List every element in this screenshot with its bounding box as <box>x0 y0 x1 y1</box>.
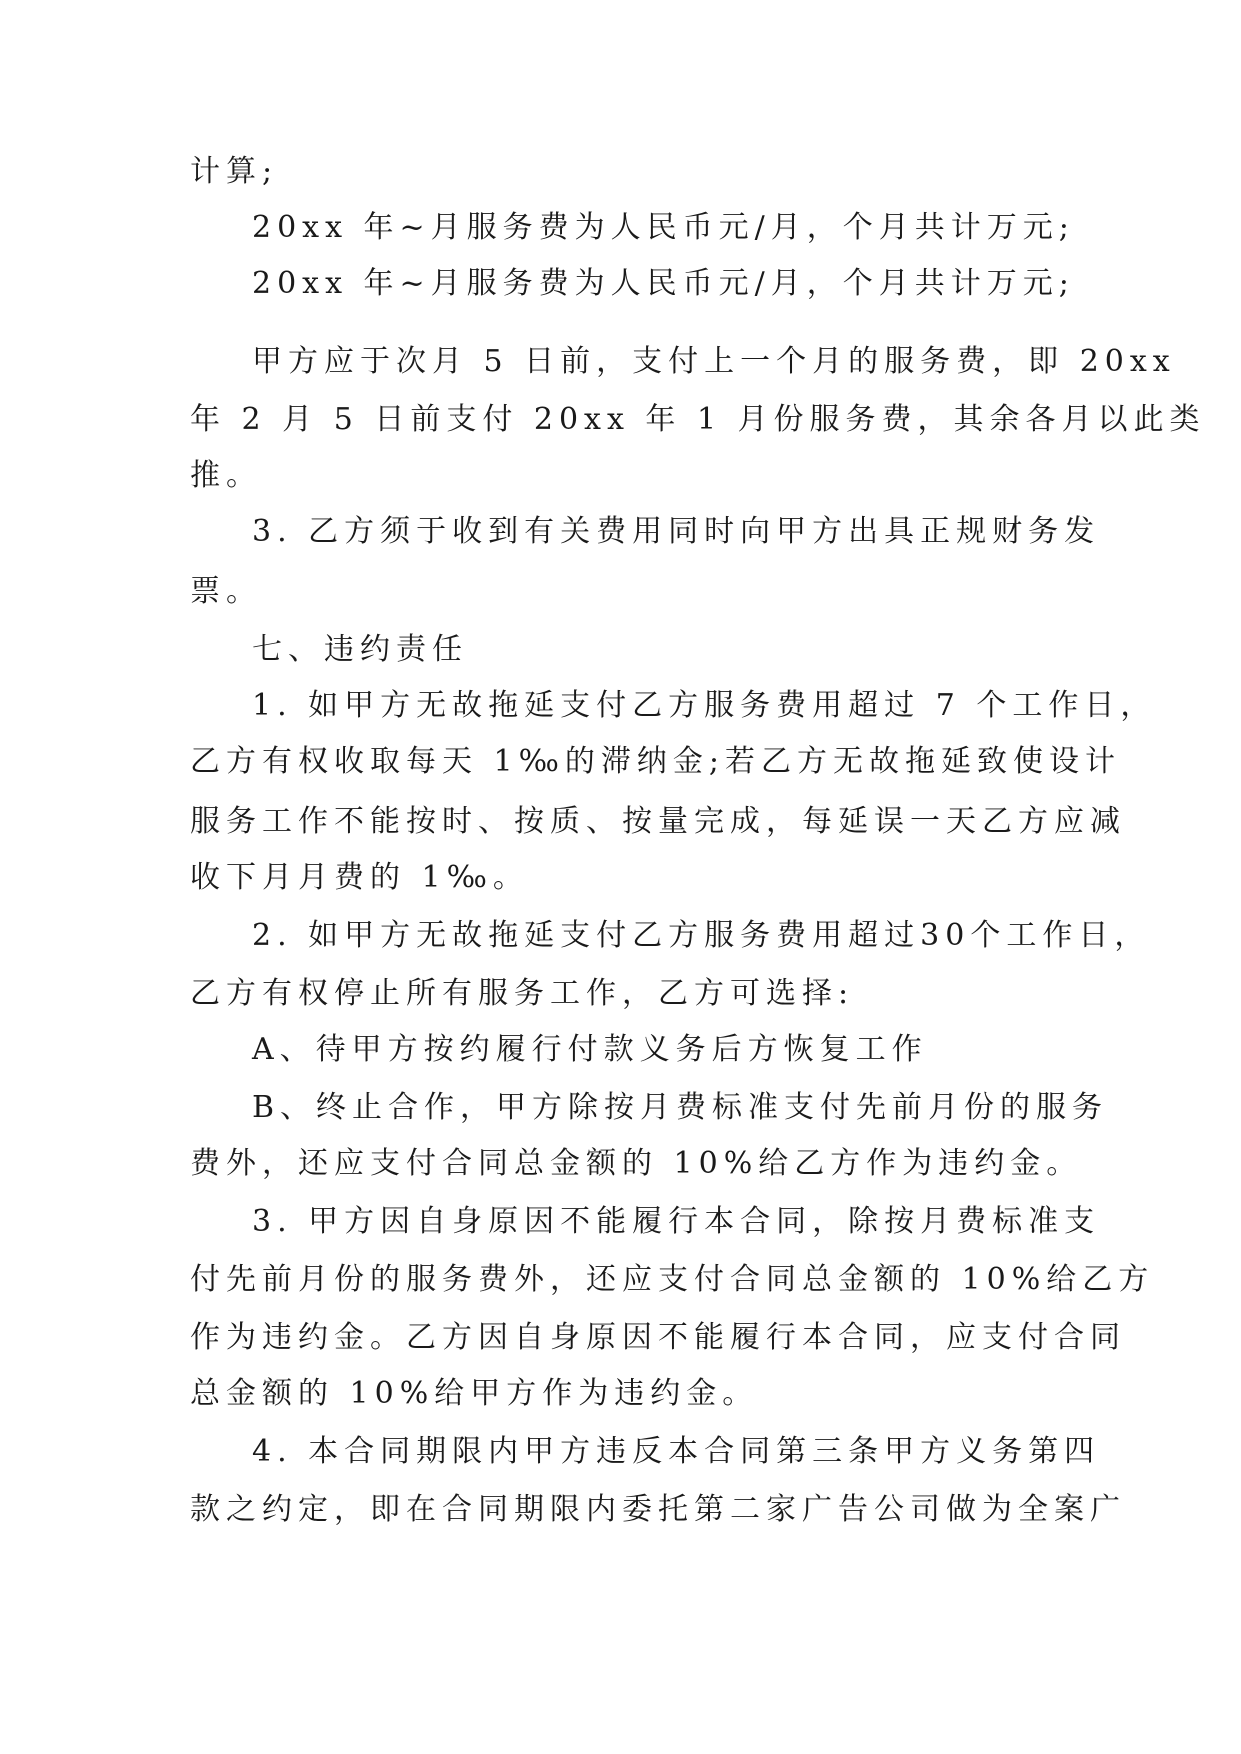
text-line: B、终止合作，甲方除按月费标准支付先前月份的服务 <box>252 1090 1109 1125</box>
text-line: 甲方应于次月 5 日前，支付上一个月的服务费，即 20xx <box>252 344 1176 379</box>
text-line: 票。 <box>190 574 262 609</box>
text-line: 付先前月份的服务费外，还应支付合同总金额的 10%给乙方 <box>190 1262 1155 1297</box>
text-line: 2. 如甲方无故拖延支付乙方服务费用超过30个工作日， <box>252 918 1151 953</box>
text-line: 3. 乙方须于收到有关费用同时向甲方出具正规财务发 <box>252 514 1101 549</box>
text-line: 乙方有权停止所有服务工作，乙方可选择: <box>190 976 855 1011</box>
text-line: 计算; <box>190 154 279 189</box>
text-line: 乙方有权收取每天 1‰的滞纳金;若乙方无故拖延致使设计 <box>190 744 1121 779</box>
text-line: 1. 如甲方无故拖延支付乙方服务费用超过 7 个工作日， <box>252 688 1157 723</box>
text-line: 收下月月费的 1‰。 <box>190 860 529 895</box>
text-line: A、待甲方按约履行付款义务后方恢复工作 <box>252 1032 928 1067</box>
text-line: 总金额的 10%给甲方作为违约金。 <box>190 1376 759 1411</box>
text-line: 4. 本合同期限内甲方违反本合同第三条甲方义务第四 <box>252 1434 1101 1469</box>
text-line: 20xx 年~月服务费为人民币元/月，个月共计万元; <box>252 266 1075 301</box>
text-line: 作为违约金。乙方因自身原因不能履行本合同，应支付合同 <box>190 1320 1126 1355</box>
text-line: 推。 <box>190 458 262 493</box>
text-line: 服务工作不能按时、按质、按量完成，每延误一天乙方应减 <box>190 804 1126 839</box>
text-line: 20xx 年~月服务费为人民币元/月，个月共计万元; <box>252 210 1075 245</box>
text-line: 年 2 月 5 日前支付 20xx 年 1 月份服务费，其余各月以此类 <box>190 402 1206 437</box>
text-line: 费外，还应支付合同总金额的 10%给乙方作为违约金。 <box>190 1146 1083 1181</box>
section-heading: 七、违约责任 <box>252 632 468 667</box>
text-line: 款之约定，即在合同期限内委托第二家广告公司做为全案广 <box>190 1492 1126 1527</box>
text-line: 3. 甲方因自身原因不能履行本合同，除按月费标准支 <box>252 1204 1101 1239</box>
